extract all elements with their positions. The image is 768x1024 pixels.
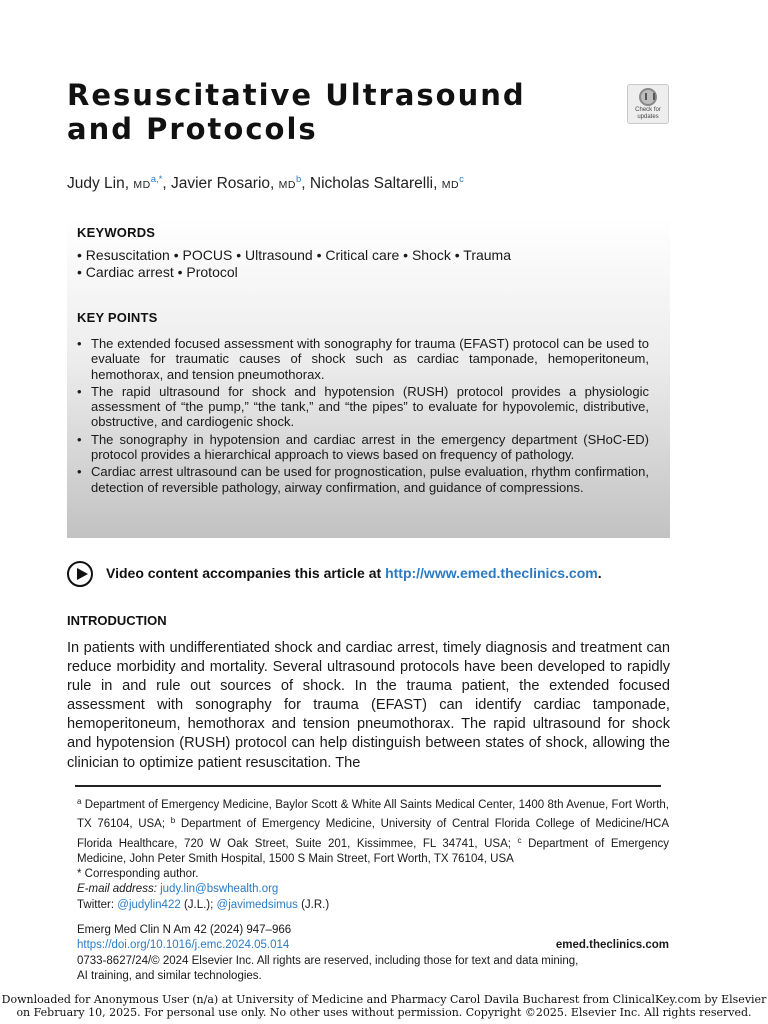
key-points-list: [77, 336, 649, 497]
introduction-heading: INTRODUCTION: [67, 613, 167, 628]
author-affiliation-mark[interactable]: b: [295, 174, 302, 185]
email-label: E-mail address:: [77, 883, 157, 896]
author-list: Judy Lin, $MD^{a,*}$, Javier Rosario, $MD^b$, Nicholas Saltarelli, $MD^c$: [67, 174, 464, 192]
badge-label: Check for updates: [635, 107, 661, 120]
doi-row: [77, 938, 669, 953]
twitter-line: Twitter: @judylin422 (J.L.); @javimedsimus (J.R.): [77, 898, 330, 911]
doi-link[interactable]: https://doi.org/10.1016/j.emc.2024.05.014: [77, 939, 290, 952]
keywords-heading: KEYWORDS: [77, 225, 156, 240]
email-line: [77, 882, 669, 897]
video-text: Video content accompanies this article at http://www.emed.theclinics.com.: [106, 565, 602, 581]
check-for-updates-badge[interactable]: [627, 84, 669, 124]
affiliation-text: Department of Emergency Medicine, John Peter Smith Hospital, 1500 S Main Street, Fort Worth, TX 76104, USA: [77, 837, 669, 865]
key-point-item: • The extended focused assessment with sonography for trauma (EFAST) protocol can be used to evaluate for traumatic causes of shock such as cardiac tamponade, hemoperitoneum, hemothorax, and tension pneumothorax.: [77, 336, 649, 382]
twitter-label: Twitter:: [77, 898, 115, 911]
key-points-heading: KEY POINTS: [77, 310, 158, 325]
article-title: [67, 78, 587, 146]
play-icon[interactable]: [67, 561, 93, 587]
download-notice-line: on February 10, 2025. For personal use only. No other uses without permission. Copyright ©2025. Elsevier Inc. All rights reserved.: [16, 1005, 752, 1019]
affiliations: [77, 794, 669, 913]
keywords-line: • Resuscitation • POCUS • Ultrasound • Critical care • Shock • Trauma: [77, 247, 511, 263]
affiliation-text: Department of Emergency Medicine, University of Central Florida College of Medicine/HCA Florida Healthcare, 720 W Oak Street, Suite 201, Kissimmee, FL 34741, USA;: [77, 818, 669, 850]
affiliation-mark: c: [517, 835, 522, 845]
check-updates-icon: [639, 88, 657, 106]
author-name: Judy Lin,: [67, 175, 130, 192]
affiliation-mark: a: [77, 797, 82, 806]
video-link[interactable]: http://www.emed.theclinics.com: [385, 565, 598, 581]
journal-site: emed.theclinics.com: [555, 939, 669, 952]
citation-line: Emerg Med Clin N Am 42 (2024) 947–966: [77, 924, 292, 936]
twitter-link[interactable]: @judylin422: [117, 898, 181, 911]
author-name: Javier Rosario,: [170, 175, 275, 192]
copyright-line: AI training, and similar technologies.: [77, 969, 262, 982]
twitter-link[interactable]: @javimedsimus: [216, 898, 298, 911]
footnote-divider: [75, 785, 661, 787]
author-affiliation-mark[interactable]: c: [459, 174, 464, 185]
key-point-item: • The sonography in hypotension and cardiac arrest in the emergency department (SHoC-ED) protocol provides a hierarchical approach to views based on frequency of pathology.: [77, 432, 649, 463]
video-notice: [67, 561, 687, 587]
key-point-item: • The rapid ultrasound for shock and hypotension (RUSH) protocol provides a physiologic assessment of “the pump,” “the tank,” and “the pipes” to evaluate for hypovolemic, distributive, obstructive, and cardiogenic shock.: [77, 384, 649, 430]
title-line-1: Resuscitative Ultrasound: [67, 78, 526, 112]
corresponding-author: * Corresponding author.: [77, 868, 199, 881]
author-degree: MD: [133, 179, 151, 191]
author-affiliation-mark[interactable]: a,*: [150, 174, 163, 185]
introduction-body: In patients with undifferentiated shock and cardiac arrest, timely diagnosis and treatment can reduce morbidity and mortality. Several ultrasound protocols have been developed to rapidly rule in and rule out sources of shock. In the trauma patient, the extended focused assessment with sonography for trauma (EFAST) can identify cardiac tamponade, hemoperitoneum, hemothorax and tension pneumothorax. The rapid ultrasound for shock and hypotension (RUSH) protocol can help distinguish between states of shock, allowing the clinician to optimize patient resuscitation. The: [67, 640, 670, 771]
download-notice: [0, 994, 768, 1019]
affiliation-mark: b: [170, 816, 176, 826]
abstract-box: [67, 218, 670, 538]
keywords-line: • Cardiac arrest • Protocol: [77, 264, 238, 280]
author-degree: MD: [441, 179, 460, 191]
author-name: Nicholas Saltarelli,: [309, 175, 438, 192]
author-degree: MD: [278, 179, 296, 191]
copyright-line: 0733-8627/24/© 2024 Elsevier Inc. All rights are reserved, including those for text and data mining,: [77, 954, 579, 967]
key-point-item: • Cardiac arrest ultrasound can be used for prognostication, pulse evaluation, rhythm confirmation, detection of reversible pathology, airway confirmation, and guidance of compressions.: [77, 464, 649, 495]
journal-info: [77, 923, 669, 984]
email-link[interactable]: judy.lin@bswhealth.org: [160, 883, 279, 896]
download-notice-line: Downloaded for Anonymous User (n/a) at University of Medicine and Pharmacy Carol Davila Bucharest from ClinicalKey.com by Elsevier: [1, 993, 767, 1006]
title-line-2: and Protocols: [67, 112, 318, 146]
affiliation-text: Department of Emergency Medicine, Baylor Scott & White All Saints Medical Center, 1400 8th Avenue, Fort Worth, TX 76104, USA;: [77, 799, 669, 831]
